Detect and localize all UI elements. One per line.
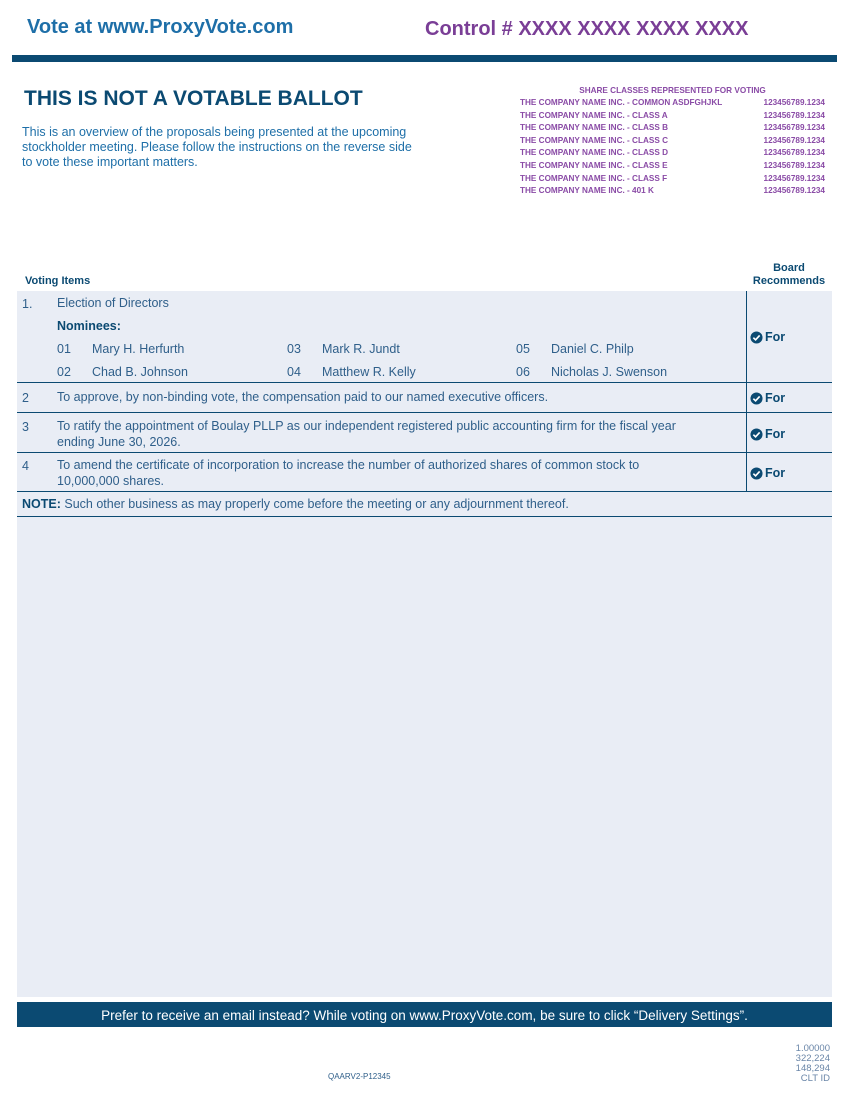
nominee-name: Mary H. Herfurth: [92, 342, 185, 356]
control-number: Control # XXXX XXXX XXXX XXXX: [425, 18, 749, 40]
item-number: 2: [22, 391, 29, 405]
share-class-value: 123456789.1234: [763, 186, 825, 196]
share-class-value: 123456789.1234: [763, 160, 825, 170]
item-number: 3: [22, 420, 29, 434]
share-class-name: THE COMPANY NAME INC. - COMMON ASDFGHJKL: [520, 98, 723, 107]
check-circle-icon: [750, 467, 763, 480]
nominee: [287, 365, 416, 379]
item-text: To approve, by non-binding vote, the compensation paid to our named executive officers.: [57, 390, 549, 404]
nominee: [516, 342, 634, 356]
nominee-name: Daniel C. Philp: [551, 342, 634, 356]
nominee-number: 05: [516, 342, 530, 356]
share-class-name: THE COMPANY NAME INC. - 401 K: [520, 186, 654, 196]
item-text-line1: To ratify the appointment of Boulay PLLP as our independent registered public accounting firm for the fiscal year: [57, 419, 676, 433]
share-classes-heading: SHARE CLASSES REPRESENTED FOR VOTING: [579, 86, 766, 95]
share-class-name: THE COMPANY NAME INC. - CLASS C: [520, 135, 668, 145]
nominee-name: Mark R. Jundt: [322, 342, 400, 356]
delivery-settings-banner: Prefer to receive an email instead? While voting on www.ProxyVote.com, be sure to click “Delivery Settings”.: [17, 1002, 832, 1027]
share-class-row: [520, 97, 825, 110]
header-divider: [12, 55, 837, 62]
side-numbers: [770, 1044, 830, 1084]
share-class-row: [520, 173, 825, 186]
nominees-label: Nominees:: [57, 319, 121, 333]
item-number: 4: [22, 459, 29, 473]
nominee-name: Nicholas J. Swenson: [551, 365, 668, 379]
column-divider: [746, 291, 747, 492]
board-recommendation: [750, 427, 785, 441]
nominee: [57, 342, 184, 356]
board-recommendation: [750, 330, 785, 344]
share-class-row: [520, 185, 825, 198]
share-class-name: THE COMPANY NAME INC. - CLASS E: [520, 160, 668, 170]
board-recommends-header: [746, 262, 832, 288]
share-class-name: THE COMPANY NAME INC. - CLASS A: [520, 110, 668, 120]
nominee-number: 03: [287, 342, 301, 356]
share-class-row: [520, 110, 825, 123]
nominee: [287, 342, 400, 356]
nominee-number: 04: [287, 365, 301, 379]
nominee-name: Chad B. Johnson: [92, 365, 188, 379]
share-class-row: [520, 135, 825, 148]
proxyvote-link[interactable]: Vote at www.ProxyVote.com: [27, 16, 294, 38]
share-class-name: THE COMPANY NAME INC. - CLASS D: [520, 148, 668, 158]
row-divider: [17, 382, 832, 383]
nominee-name: Matthew R. Kelly: [322, 365, 416, 379]
nominee-number: 02: [57, 365, 71, 379]
share-class-value: 123456789.1234: [763, 110, 825, 120]
nominee: [57, 365, 188, 379]
voting-items-header: Voting Items: [25, 275, 91, 287]
row-divider: [17, 516, 832, 517]
nominee-number: 06: [516, 365, 530, 379]
share-class-value: 123456789.1234: [763, 135, 825, 145]
board-recommendation: [750, 466, 785, 480]
check-circle-icon: [750, 392, 763, 405]
note-text: [22, 497, 569, 511]
document-code: QAARV2-P12345: [328, 1072, 391, 1081]
side-number: 1.00000: [795, 1043, 830, 1054]
side-number: 148,294: [795, 1063, 830, 1074]
share-classes: [520, 86, 825, 198]
row-divider: [17, 452, 832, 453]
share-class-name: THE COMPANY NAME INC. - CLASS F: [520, 173, 668, 183]
nominee-number: 01: [57, 342, 71, 356]
item-number: 1.: [22, 297, 33, 311]
check-circle-icon: [750, 331, 763, 344]
note-body: Such other business as may properly come before the meeting or any adjournment thereof.: [60, 497, 569, 511]
page-title: THIS IS NOT A VOTABLE BALLOT: [24, 87, 363, 110]
share-class-value: 123456789.1234: [763, 98, 825, 107]
nominee: [516, 365, 667, 379]
board-recommendation: [750, 391, 785, 405]
share-class-row: [520, 147, 825, 160]
share-class-row: [520, 122, 825, 135]
row-divider: [17, 412, 832, 413]
row-divider: [17, 491, 832, 492]
recommendation-label: For: [765, 391, 786, 405]
share-class-value: 123456789.1234: [763, 123, 825, 133]
side-number: CLT ID: [800, 1073, 830, 1084]
share-class-name: THE COMPANY NAME INC. - CLASS B: [520, 123, 668, 133]
recommendation-label: For: [765, 427, 786, 441]
item-text-line1: To amend the certificate of incorporation to increase the number of authorized shares of common stock to: [57, 458, 640, 472]
board-recommends-line1: Board: [773, 262, 805, 274]
recommendation-label: For: [765, 466, 786, 480]
share-class-value: 123456789.1234: [763, 173, 825, 183]
item-text-line2: ending June 30, 2026.: [57, 435, 181, 449]
share-class-row: [520, 160, 825, 173]
item-text-line2: 10,000,000 shares.: [57, 474, 165, 488]
check-circle-icon: [750, 428, 763, 441]
item-text: Election of Directors: [57, 296, 169, 310]
note-label: NOTE:: [22, 497, 61, 511]
share-class-value: 123456789.1234: [763, 148, 825, 158]
side-number: 322,224: [795, 1053, 830, 1064]
board-recommends-line2: Recommends: [752, 275, 826, 287]
recommendation-label: For: [765, 330, 786, 344]
overview-text: This is an overview of the proposals being presented at the upcoming stockholder meeting. Please follow the instructions on the reverse side to vote these important matters.: [22, 125, 412, 169]
